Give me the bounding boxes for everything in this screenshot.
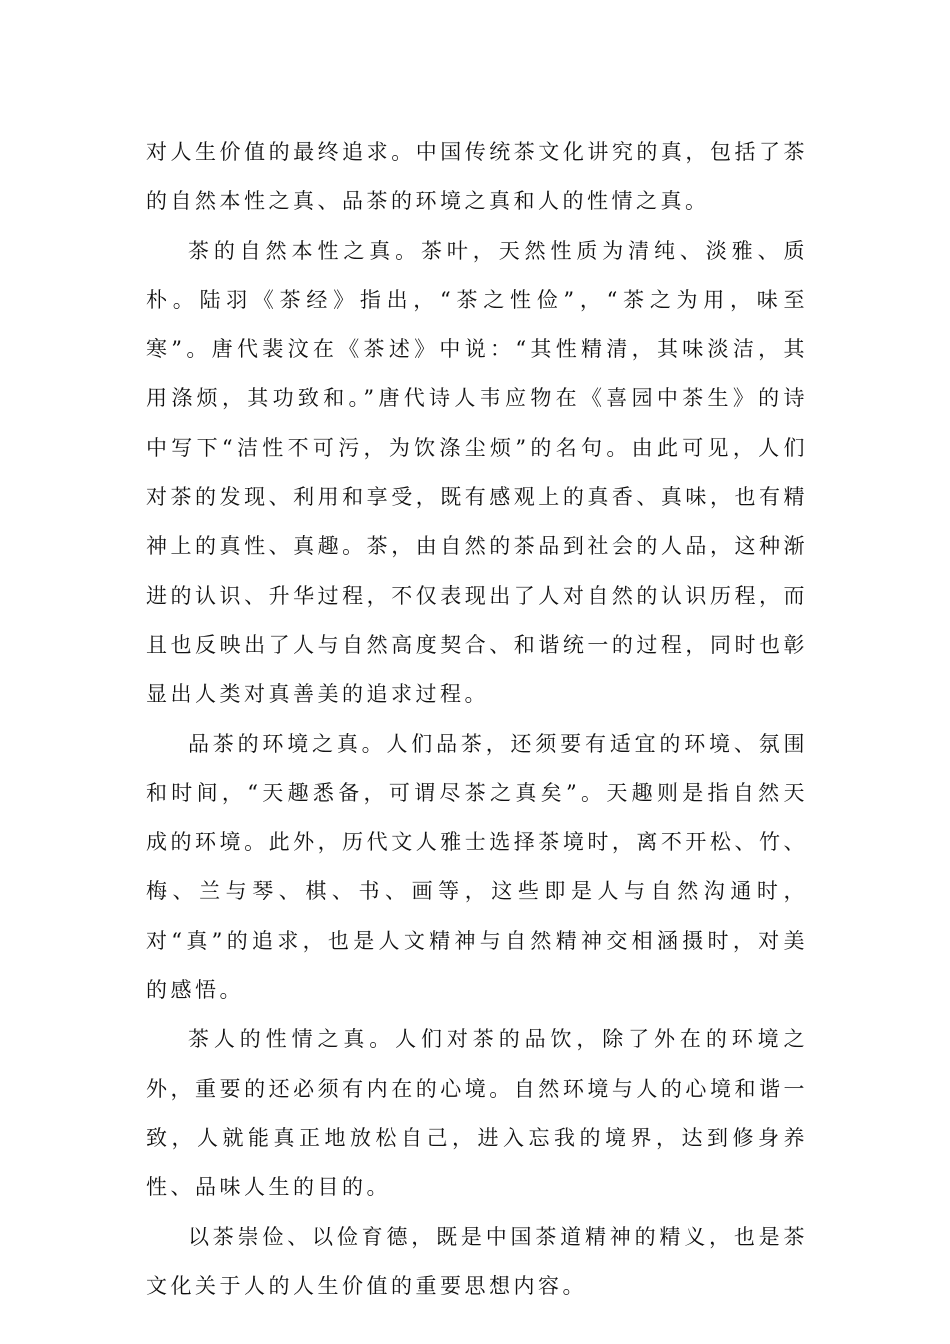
paragraph-5: 以茶崇俭、以俭育德，既是中国茶道精神的精义，也是茶文化关于人的人生价值的重要思想内容。 (146, 1224, 808, 1298)
paragraph-4: 茶人的性情之真。人们对茶的品饮，除了外在的环境之外，重要的还必须有内在的心境。自然环境与人的心境和谐一致，人就能真正地放松自己，进入忘我的境界，达到修身养性、品味人生的目的。 (146, 1027, 808, 1200)
paragraph-1: 对人生价值的最终追求。中国传统茶文化讲究的真，包括了茶的自然本性之真、品茶的环境之真和人的性情之真。 (146, 140, 808, 214)
paragraph-2: 茶的自然本性之真。茶叶，天然性质为清纯、淡雅、质朴。陆羽《茶经》指出，“茶之性俭”，“茶之为用，味至寒”。唐代裴汶在《茶述》中说：“其性精清，其味淡洁，其用涤烦，其功致和。”唐代诗人韦应物在《喜园中茶生》的诗中写下“洁性不可污，为饮涤尘烦”的名句。由此可见，人们对茶的发现、利用和享受，既有感观上的真香、真味，也有精神上的真性、真趣。茶，由自然的茶品到社会的人品，这种渐进的认识、升华过程，不仅表现出了人对自然的认识历程，而且也反映出了人与自然高度契合、和谐统一的过程，同时也彰显出人类对真善美的追求过程。 (146, 238, 808, 707)
paragraph-3: 品茶的环境之真。人们品茶，还须要有适宜的环境、氛围和时间，“天趣悉备，可谓尽茶之真矣”。天趣则是指自然天成的环境。此外，历代文人雅士选择茶境时，离不开松、竹、梅、兰与琴、棋、书、画等，这些即是人与自然沟通时，对“真”的追求，也是人文精神与自然精神交相涵摄时，对美的感悟。 (146, 731, 808, 1003)
document-body (146, 128, 808, 1311)
